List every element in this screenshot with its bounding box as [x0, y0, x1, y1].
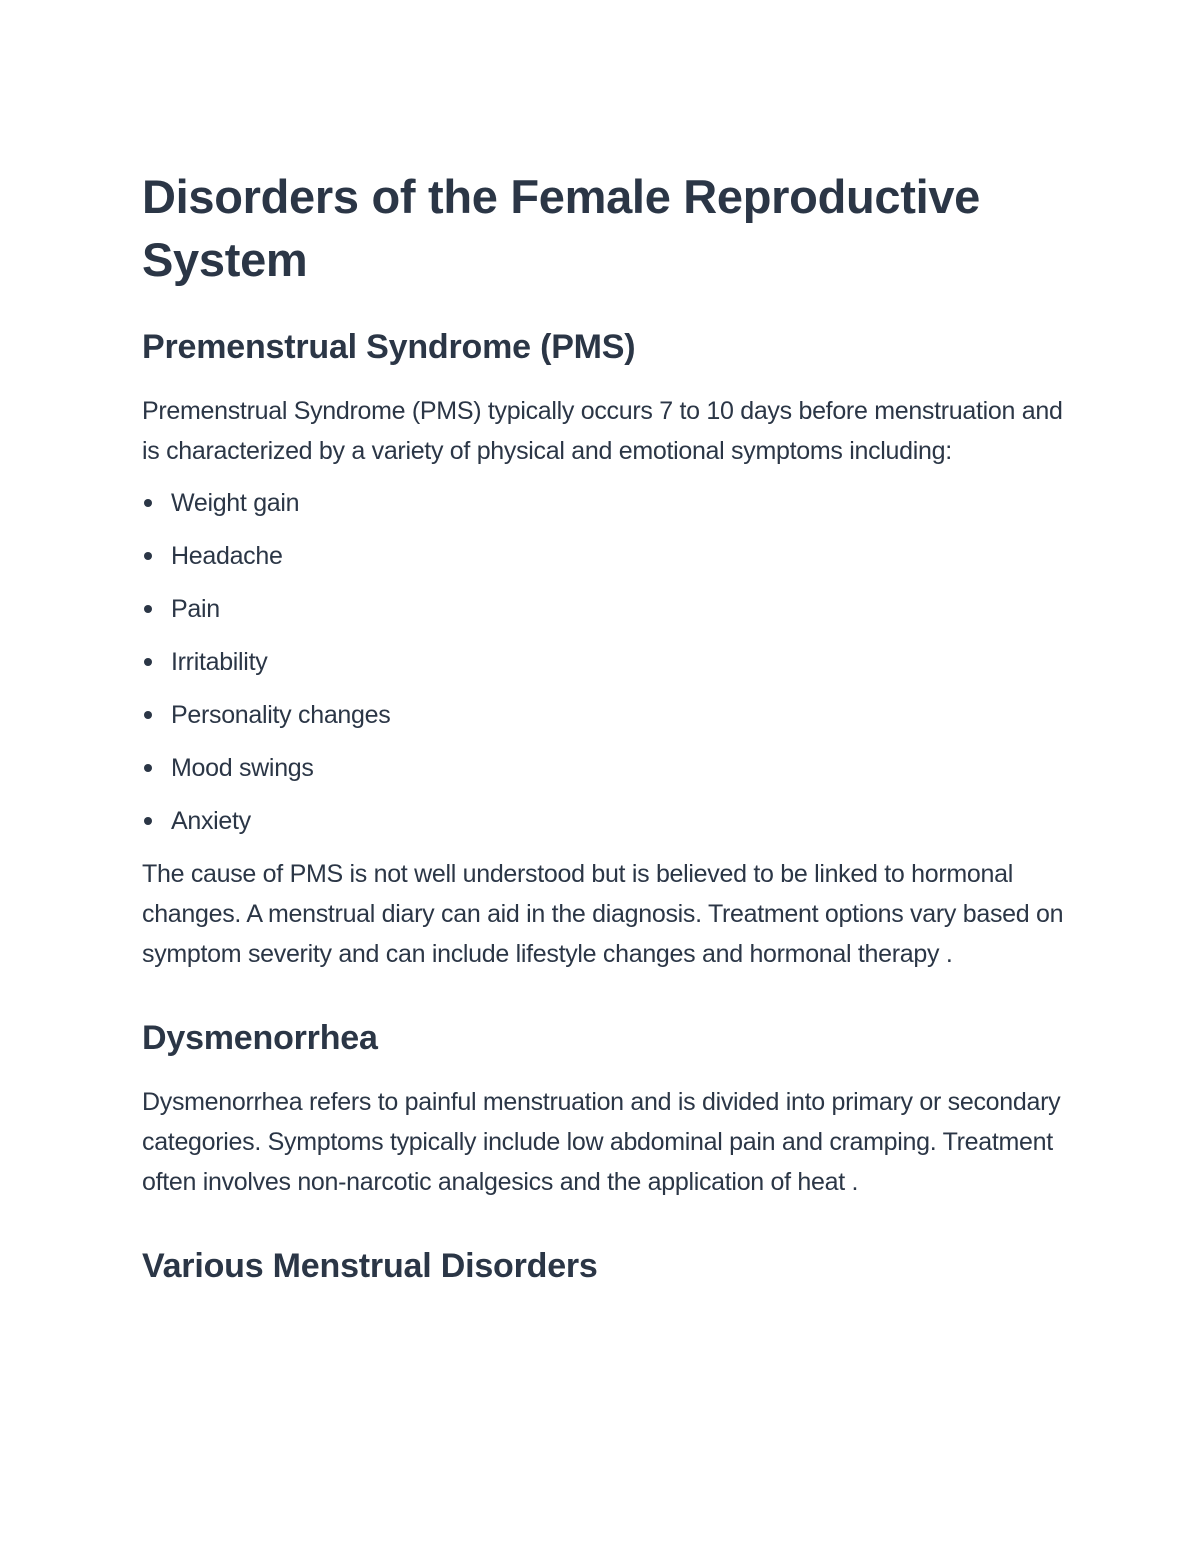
pms-intro-paragraph: Premenstrual Syndrome (PMS) typically occurs 7 to 10 days before menstruation and is characterized by a variety of physical and emotional symptoms including: — [142, 397, 1063, 465]
list-item — [142, 483, 1072, 536]
bullet-icon — [144, 817, 152, 825]
list-item — [142, 536, 1072, 589]
list-item — [142, 589, 1072, 642]
list-item-label: Headache — [171, 542, 283, 570]
list-item-label: Irritability — [171, 648, 268, 676]
list-item-label: Mood swings — [171, 754, 314, 782]
list-item — [142, 748, 1072, 801]
list-item-label: Pain — [171, 595, 220, 623]
bullet-icon — [144, 552, 152, 560]
bullet-icon — [144, 764, 152, 772]
list-item-label: Personality changes — [171, 701, 391, 729]
list-item-label: Weight gain — [171, 489, 300, 517]
bullet-icon — [144, 711, 152, 719]
list-item-label: Anxiety — [171, 807, 251, 835]
page-title: Disorders of the Female Reproductive System — [142, 170, 981, 286]
bullet-icon — [144, 605, 152, 613]
section-heading-dysmenorrhea: Dysmenorrhea — [142, 1019, 378, 1057]
list-item — [142, 642, 1072, 695]
dysmenorrhea-paragraph: Dysmenorrhea refers to painful menstruation and is divided into primary or secondary categories. Symptoms typically include low abdominal pain and cramping. Treatment often involves non-narcotic analgesics and the application of heat . — [142, 1088, 1061, 1196]
bullet-icon — [144, 499, 152, 507]
list-item — [142, 801, 1072, 854]
pms-outro-paragraph: The cause of PMS is not well understood but is believed to be linked to hormonal changes. A menstrual diary can aid in the diagnosis. Treatment options vary based on symptom severity and can include lifestyle changes and hormonal therapy . — [142, 860, 1064, 968]
pms-symptom-list — [142, 483, 1072, 854]
section-heading-pms: Premenstrual Syndrome (PMS) — [142, 328, 636, 366]
bullet-icon — [144, 658, 152, 666]
section-heading-various-menstrual-disorders: Various Menstrual Disorders — [142, 1247, 598, 1285]
list-item — [142, 695, 1072, 748]
document-page — [142, 165, 1072, 1288]
